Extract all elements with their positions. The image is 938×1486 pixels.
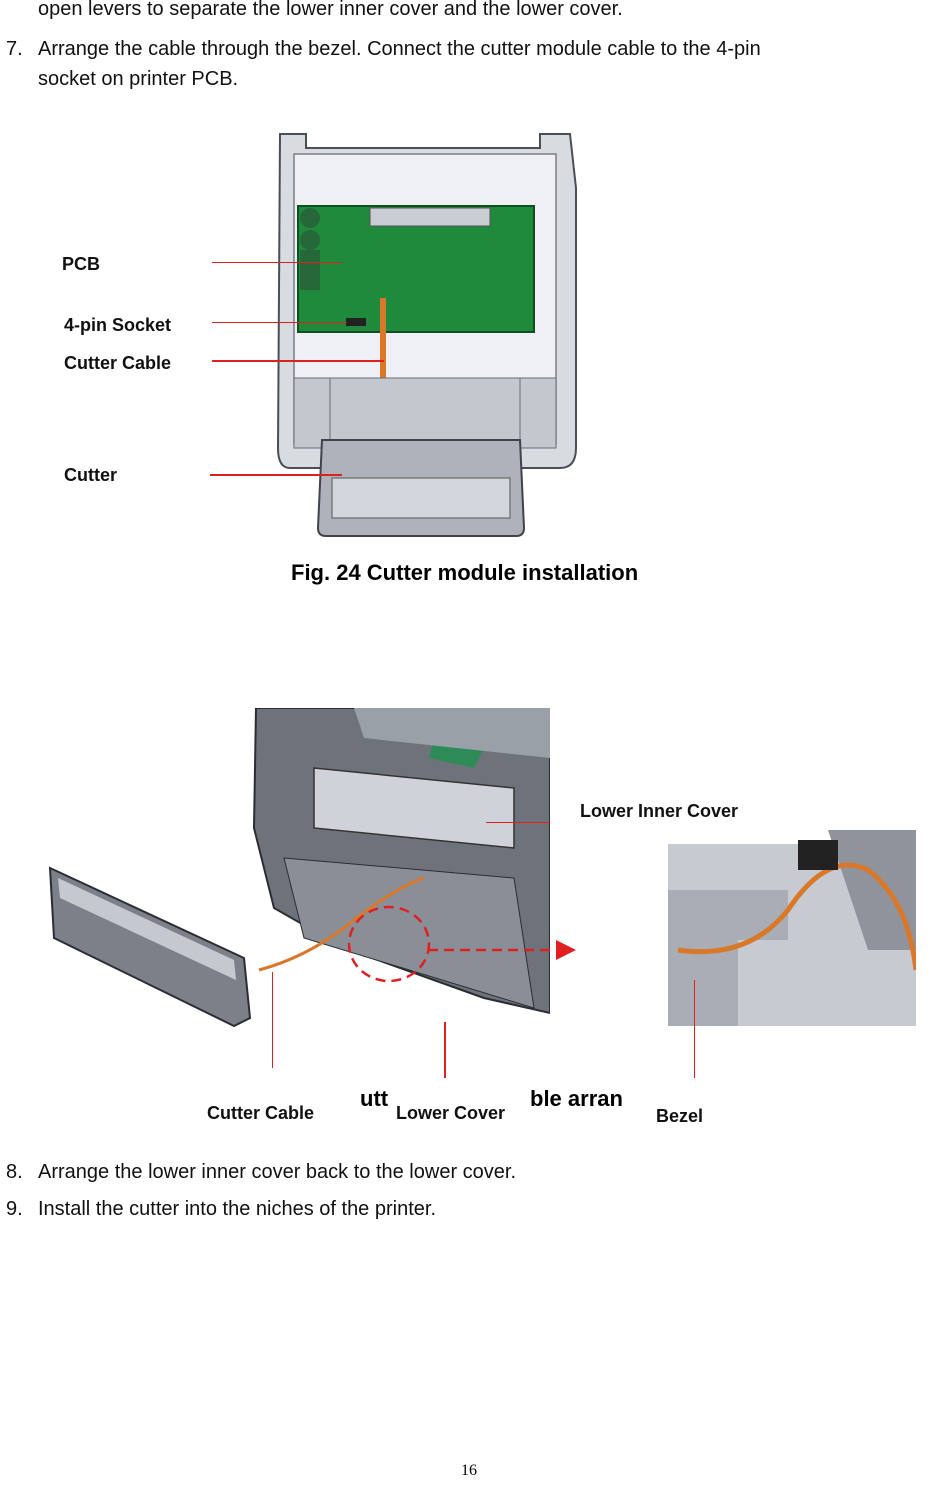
text-line: open levers to separate the lower inner cover and the lower cover. xyxy=(38,0,623,20)
leader-line-pcb xyxy=(212,262,342,263)
label-cutter-cable-2: Cutter Cable xyxy=(207,1103,315,1123)
page-number: 16 xyxy=(461,1462,477,1479)
step-8-text: Arrange the lower inner cover back to the lower cover. xyxy=(38,1161,517,1183)
step-9-text: Install the cutter into the niches of the printer. xyxy=(38,1198,437,1220)
label-4pin-socket: 4-pin Socket xyxy=(64,315,172,335)
leader-line-lower-cover xyxy=(444,1022,446,1078)
step-7-line-1: Arrange the cable through the bezel. Connect the cutter module cable to the 4-pin xyxy=(38,38,761,60)
step-number: 7. xyxy=(6,38,23,60)
step-number: 9. xyxy=(6,1198,23,1220)
label-lower-inner-cover: Lower Inner Cover xyxy=(580,801,739,821)
leader-line-socket xyxy=(212,322,347,323)
step-9 xyxy=(6,1194,926,1224)
step-7-line-2: socket on printer PCB. xyxy=(38,68,239,90)
cutter-installation-illustration xyxy=(270,128,585,540)
figure-24-caption: Fig. 24 Cutter module installation xyxy=(291,560,639,585)
label-cutter: Cutter xyxy=(64,465,117,485)
step-8 xyxy=(6,1157,926,1187)
label-cutter-cable: Cutter Cable xyxy=(64,353,172,373)
continued-instruction xyxy=(38,0,918,24)
leader-line-cable xyxy=(212,360,384,362)
step-number: 8. xyxy=(6,1161,23,1183)
cable-arrangement-illustration xyxy=(44,708,550,1038)
leader-line-bezel xyxy=(694,980,695,1078)
figure-25-caption-fragment-b: ble arran xyxy=(530,1086,623,1111)
step-7 xyxy=(6,34,936,94)
leader-line-cutter xyxy=(210,474,342,476)
label-bezel: Bezel xyxy=(656,1106,704,1126)
figure-25-caption-fragment-a: utt xyxy=(360,1086,389,1111)
leader-line-lower-inner-cover xyxy=(486,822,550,823)
label-pcb: PCB xyxy=(62,254,101,274)
label-lower-cover: Lower Cover xyxy=(396,1103,506,1123)
leader-line-cutter-cable xyxy=(272,972,273,1068)
bezel-inset-illustration xyxy=(668,830,916,1030)
arrow-icon xyxy=(428,938,578,962)
